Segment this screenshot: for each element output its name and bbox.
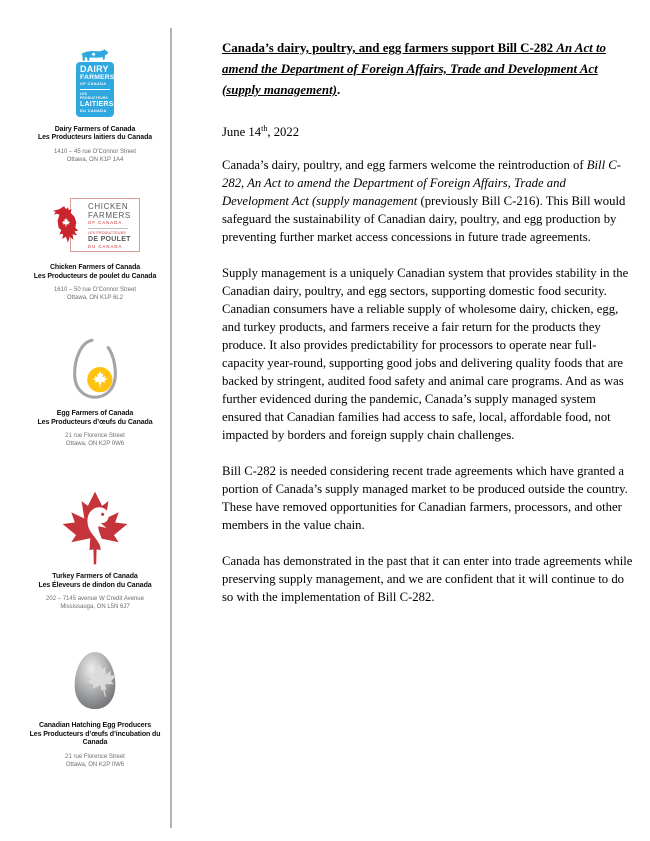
logo-text: CHICKEN: [88, 202, 129, 211]
org-name-en: Turkey Farmers of Canada: [52, 573, 138, 580]
hatching-egg-icon: [67, 650, 123, 712]
org-name-fr: Les Producteurs d’œufs du Canada: [37, 418, 153, 426]
letter-title: [222, 38, 634, 101]
logo-rule: [80, 89, 110, 90]
org-address-line2: Mississauga, ON L5N 6J7: [60, 604, 130, 610]
org-name: [18, 126, 172, 143]
turkey-maple-leaf-icon: [57, 490, 133, 566]
paragraph-4: Canada has demonstrated in the past that it can enter into trade agreements while preserving supply management, and we are confident that it will continue to do so with the implementation of Bill C-282.: [222, 554, 633, 604]
org-name: [18, 264, 172, 281]
dairy-logo-box: [76, 62, 114, 117]
logo-text: LES PRODUCTEURS: [88, 231, 127, 235]
turkey-eye: [101, 513, 104, 516]
chicken-logo-box: [70, 198, 140, 252]
logo-rule: [88, 228, 128, 229]
logo-text: DE POULET: [88, 235, 131, 243]
title-part2-italic: An Act to amend the Department of Foreign Affairs, Trade and Development Act (supply management): [222, 41, 607, 97]
org-address: [18, 148, 172, 164]
paragraph-1-text: (previously Bill C-216). This Bill would safeguard the sustainability of Canadian dairy, poultry, and egg production by preventing further market access concessions in future trade agreements.: [222, 194, 626, 244]
org-name-fr: Les Producteurs de poulet du Canada: [33, 272, 157, 280]
org-name-fr: Les Producteurs d’œufs d’incubation du Canada: [29, 730, 161, 746]
logo-text: FARMERS: [88, 210, 131, 220]
logo-text: DAIRY: [80, 64, 109, 74]
turkey-farmers-logo: [18, 490, 172, 566]
org-name-fr: Les Éleveurs de dindon du Canada: [38, 581, 152, 589]
logo-text: FARMERS: [80, 74, 115, 81]
dairy-farmers-logo: [18, 48, 172, 117]
org-name-en: Dairy Farmers of Canada: [54, 125, 136, 133]
date-ordinal: th: [261, 123, 268, 133]
paragraph-1-text: Canada’s dairy, poultry, and egg farmers welcome the reintroduction of: [222, 158, 587, 172]
org-address-line2: Ottawa, ON K2P 0W6: [65, 761, 125, 768]
title-part1: Canada’s dairy, poultry, and egg farmers support Bill C-282: [222, 41, 557, 55]
org-name-en: Egg Farmers of Canada: [56, 410, 134, 417]
paragraph-2: Supply management is a uniquely Canadian system that provides stability in the Canadian dairy, poultry, and egg sectors, supporting domestic food security. Canadian consumers have a reliable supply of wholesome dairy, chicken, egg, and turkey products, and farmers receive a fair return for the products they produce. It also provides predictability for processors to operate near full-capacity year-round, supporting good jobs and delivering quality foods that are backed by stringent, audited food safety and animal care programs. And as was further evidenced during the pandemic, Canada’s supply managed system ensured that Canadian families had access to safe, local, affordable food, not impacted by borders and foreign supply chain challenges.: [222, 266, 629, 442]
org-name: [18, 410, 172, 427]
logo-text: LAITIERS: [80, 100, 114, 108]
org-block-turkey-farmers: [18, 490, 172, 611]
date-main: June 14: [222, 125, 262, 139]
logo-text: OF CANADA: [80, 81, 107, 86]
logo-text: LES PRODUCTEURS: [80, 91, 108, 100]
letter-body: [222, 38, 634, 606]
org-address: [18, 595, 172, 611]
date-rest: , 2022: [267, 125, 300, 139]
org-address-line2: Ottawa, ON K2P 0W6: [65, 441, 125, 447]
letter-date: [222, 123, 634, 141]
chicken-farmers-logo: [50, 196, 140, 258]
cow-icon: [80, 48, 110, 63]
org-name-fr: Les Producteurs laitiers du Canada: [37, 134, 153, 141]
org-block-chicken-farmers: [18, 196, 172, 302]
paragraph-1: [222, 156, 634, 246]
org-address: [18, 286, 172, 302]
org-address-line1: 1610 – 50 rue O’Connor Street: [53, 287, 137, 293]
org-name: [18, 722, 172, 748]
logo-text: OF CANADA: [88, 220, 123, 225]
paragraph-1-italic: Bill C-282, An Act to amend the Department of Foreign Affairs, Trade and Development Act (supply management: [222, 158, 621, 208]
logo-text: DU CANADA: [88, 243, 123, 249]
title-period: .: [336, 83, 341, 97]
org-name: [18, 573, 172, 590]
org-address: [18, 432, 172, 448]
org-address-line1: 21 rue Florence Street: [65, 753, 125, 760]
org-address-line1: 202 – 7145 avenue W Credit Avenue: [46, 596, 144, 602]
egg-farmers-logo: [18, 336, 172, 402]
org-address-line1: 1410 – 45 rue O’Connor Street: [53, 148, 137, 155]
hatching-egg-logo: [18, 650, 172, 712]
org-address-line2: Ottawa, ON K1P 1A4: [66, 156, 124, 163]
chicken-icon: [52, 205, 80, 245]
org-address-line2: Ottawa, ON K1P 6L2: [67, 295, 123, 301]
org-name-en: Chicken Farmers of Canada: [49, 264, 141, 271]
paragraph-3: Bill C-282 is needed considering recent trade agreements which have granted a portion of Canada’s supply managed market to be produced outside the country. These have removed opportunities for Canadian farmers, processors, and other members in the value chain.: [222, 464, 628, 532]
org-address: [18, 753, 172, 769]
egg-icon: [67, 336, 123, 402]
logo-text: DU CANADA: [80, 108, 107, 113]
org-name-en: Canadian Hatching Egg Producers: [38, 722, 152, 729]
org-block-egg-farmers: [18, 336, 172, 448]
org-address-line1: 21 rue Florence Street: [65, 433, 125, 439]
org-block-hatching-egg-producers: [18, 650, 172, 769]
org-block-dairy-farmers: [18, 48, 172, 164]
